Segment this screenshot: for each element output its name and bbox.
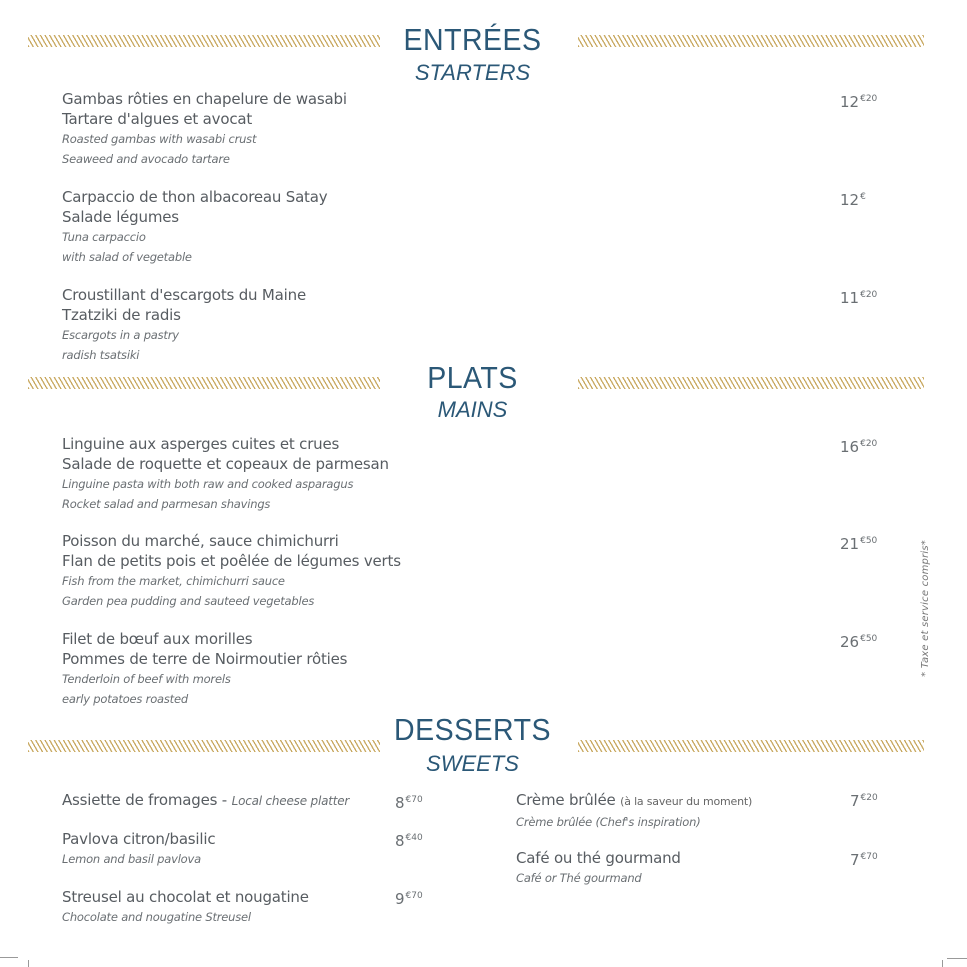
item-detail-fr: Tzatziki de radis	[62, 306, 181, 324]
item-detail-en: Garden pea pudding and sauteed vegetables	[62, 594, 315, 608]
item-detail-fr: Tartare d'algues et avocat	[62, 110, 253, 128]
section-subtitle: STARTERS	[414, 60, 531, 85]
menu-item	[516, 848, 681, 888]
item-name-en: Tenderloin of beef with morels	[62, 672, 231, 686]
menu-item	[62, 285, 862, 365]
item-name-en: Lemon and basil pavlova	[62, 852, 201, 866]
menu-item	[62, 887, 309, 927]
item-price: $11^{€20}$	[840, 289, 878, 307]
item-name-en: Fish from the market, chimichurri sauce	[62, 574, 285, 588]
item-name-en: Chocolate and nougatine Streusel	[62, 910, 251, 924]
item-detail-fr: Pommes de terre de Noirmoutier rôties	[62, 650, 348, 668]
item-price: $16^{€20}$	[840, 438, 878, 456]
menu-item	[62, 790, 349, 811]
item-detail-en: radish tsatsiki	[62, 348, 140, 362]
item-name-en: Local cheese platter	[231, 794, 350, 808]
section-title: DESSERTS	[394, 712, 551, 747]
crop-mark	[942, 960, 943, 967]
item-name-fr: Café ou thé gourmand	[516, 849, 681, 867]
section-title: PLATS	[427, 360, 518, 395]
item-name-fr: Linguine aux asperges cuites et crues	[62, 435, 340, 453]
tax-service-note: * Taxe et service compris*	[920, 540, 931, 677]
item-name-en: Roasted gambas with wasabi crust	[62, 132, 257, 146]
item-name-fr: Gambas rôties en chapelure de wasabi	[62, 90, 347, 108]
item-price: $8^{€70}$	[395, 794, 423, 812]
menu-item	[62, 531, 862, 611]
item-name-fr: Streusel au chocolat et nougatine	[62, 888, 309, 906]
item-detail-fr: Salade légumes	[62, 208, 179, 226]
item-name-en: Crème brûlée (Chef's inspiration)	[516, 815, 701, 829]
item-name-fr: Poisson du marché, sauce chimichurri	[62, 532, 339, 550]
crop-mark	[28, 960, 29, 967]
section-subtitle: SWEETS	[426, 751, 519, 776]
menu-item	[62, 434, 862, 514]
menu-item	[516, 790, 752, 832]
item-price: $9^{€70}$	[395, 890, 423, 908]
item-name-en: Café or Thé gourmand	[516, 871, 642, 885]
item-detail-fr: Flan de petits pois et poêlée de légumes verts	[62, 552, 401, 570]
crop-mark	[947, 958, 967, 959]
item-detail-fr: Salade de roquette et copeaux de parmesan	[62, 455, 389, 473]
item-name-en: Escargots in a pastry	[62, 328, 179, 342]
crop-mark	[0, 957, 18, 958]
item-price: $7^{€20}$	[850, 792, 878, 810]
item-detail-en: early potatoes roasted	[62, 692, 188, 706]
item-name-en: Tuna carpaccio	[62, 230, 146, 244]
item-detail-en: Rocket salad and parmesan shavings	[62, 497, 271, 511]
menu-item	[62, 89, 862, 169]
section-title: ENTRÉES	[403, 22, 542, 57]
item-price: $21^{€50}$	[840, 535, 878, 553]
item-price: $7^{€70}$	[850, 851, 878, 869]
item-name-fr: Carpaccio de thon albacoreau Satay	[62, 188, 328, 206]
item-price: $26^{€50}$	[840, 633, 878, 651]
item-name-fr: Assiette de fromages - Local cheese platter	[62, 791, 350, 809]
menu-item	[62, 629, 862, 709]
item-note: (à la saveur du moment)	[620, 795, 753, 808]
menu-item	[62, 187, 862, 267]
item-name-fr: Pavlova citron/basilic	[62, 830, 216, 848]
item-price: 12€	[840, 191, 866, 209]
item-name-fr: Croustillant d'escargots du Maine	[62, 286, 306, 304]
item-detail-en: with salad of vegetable	[62, 250, 192, 264]
item-price: $8^{€40}$	[395, 832, 423, 850]
section-subtitle: MAINS	[437, 397, 508, 422]
item-detail-en: Seaweed and avocado tartare	[62, 152, 230, 166]
item-name-fr: Filet de bœuf aux morilles	[62, 630, 253, 648]
menu-item	[62, 829, 215, 869]
item-name-fr: Crème brûlée (à la saveur du moment)	[516, 791, 753, 809]
item-price: $12^{€20}$	[840, 93, 878, 111]
item-name-en: Linguine pasta with both raw and cooked asparagus	[62, 477, 354, 491]
